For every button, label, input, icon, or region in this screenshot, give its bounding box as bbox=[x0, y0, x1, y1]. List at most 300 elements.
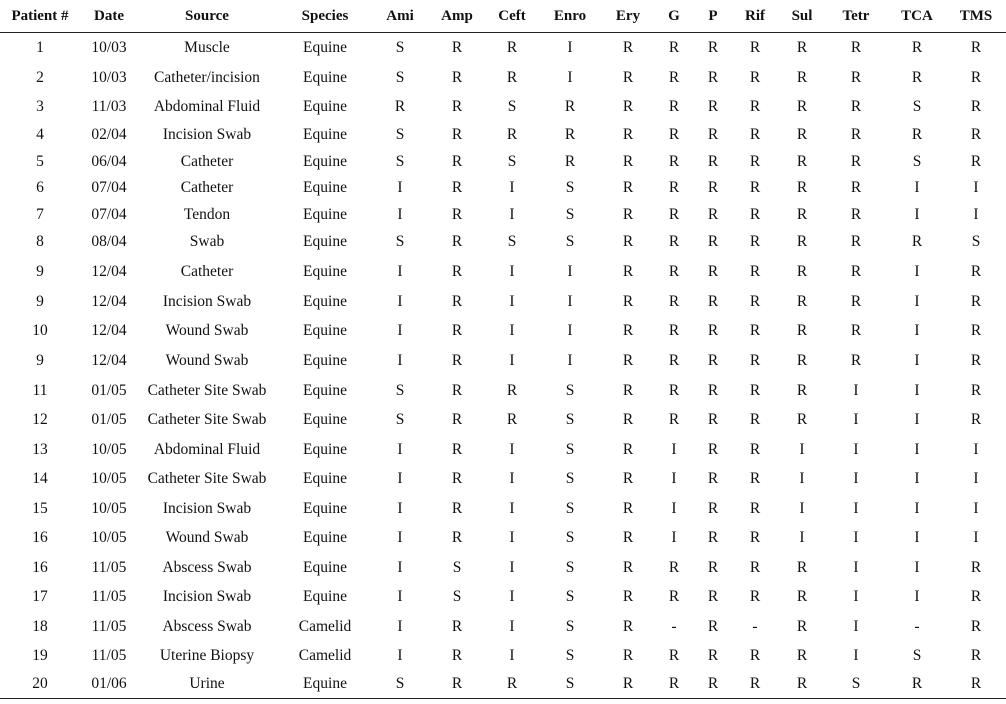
table-cell: S bbox=[565, 617, 575, 635]
table-cell: R bbox=[622, 499, 634, 517]
table-cell: R bbox=[506, 411, 518, 428]
table-cell: R bbox=[850, 97, 862, 115]
table-cell: R bbox=[796, 68, 808, 86]
table-cell: I bbox=[397, 179, 403, 196]
table-cell: R bbox=[796, 647, 808, 664]
table-cell: R bbox=[796, 351, 808, 369]
table-cell: 8 bbox=[36, 233, 44, 250]
table-cell: R bbox=[707, 617, 719, 635]
table-cell: R bbox=[451, 351, 463, 369]
table-cell: S bbox=[912, 97, 922, 115]
table-cell: R bbox=[970, 322, 982, 339]
table-cell: S bbox=[565, 411, 575, 428]
table-cell: R bbox=[749, 411, 761, 428]
table-cell: R bbox=[749, 68, 761, 86]
table-cell: I bbox=[397, 322, 403, 339]
table-cell: S bbox=[452, 558, 462, 576]
table-cell: R bbox=[850, 293, 862, 310]
table-cell: R bbox=[668, 411, 680, 428]
table-cell: R bbox=[506, 38, 518, 56]
table-cell: R bbox=[707, 68, 719, 86]
table-cell: R bbox=[970, 647, 982, 664]
table-cell: I bbox=[914, 351, 920, 369]
table-cell: R bbox=[506, 68, 518, 86]
table-cell: Equine bbox=[303, 38, 347, 56]
column-header: Species bbox=[276, 0, 374, 33]
table-cell: R bbox=[749, 38, 761, 56]
table-cell: I bbox=[799, 470, 805, 487]
table-cell: 14 bbox=[32, 470, 48, 487]
table-cell: R bbox=[796, 617, 808, 635]
table-cell: I bbox=[567, 262, 573, 280]
header-row bbox=[0, 0, 1006, 33]
table-cell: R bbox=[850, 233, 862, 250]
table-cell: Catheter bbox=[180, 262, 234, 280]
table-cell: R bbox=[622, 617, 634, 635]
table-cell: R bbox=[707, 152, 719, 170]
table-cell: 12/04 bbox=[91, 262, 127, 280]
table-cell: R bbox=[749, 262, 761, 280]
table-cell: R bbox=[707, 206, 719, 223]
table-cell: R bbox=[506, 125, 518, 143]
column-header: Ceft bbox=[488, 0, 536, 33]
table-cell: R bbox=[970, 588, 982, 605]
table-cell: R bbox=[451, 499, 463, 517]
table-cell: Catheter bbox=[180, 179, 234, 196]
table-cell: Abscess Swab bbox=[162, 558, 252, 576]
table-cell: 10 bbox=[32, 322, 48, 339]
table-row bbox=[0, 317, 1006, 346]
table-cell: Equine bbox=[303, 588, 347, 605]
table-cell: 01/05 bbox=[91, 381, 127, 399]
table-cell: 13 bbox=[32, 440, 48, 458]
column-header: Ami bbox=[374, 0, 426, 33]
table-cell: I bbox=[397, 206, 403, 223]
table-cell: R bbox=[749, 152, 761, 170]
table-row bbox=[0, 202, 1006, 229]
table-cell: S bbox=[395, 152, 405, 170]
table-cell: I bbox=[853, 558, 859, 576]
table-cell: S bbox=[507, 152, 517, 170]
table-cell: I bbox=[397, 617, 403, 635]
table-cell: 5 bbox=[36, 152, 44, 170]
table-cell: R bbox=[622, 322, 634, 339]
table-cell: R bbox=[707, 322, 719, 339]
table-cell: 20 bbox=[0, 671, 80, 699]
table-cell: I bbox=[509, 351, 515, 369]
table-cell: R bbox=[749, 293, 761, 310]
table-cell: I bbox=[509, 470, 515, 487]
table-cell: R bbox=[850, 322, 862, 339]
table-row bbox=[0, 93, 1006, 121]
table-cell: 10/05 bbox=[91, 440, 127, 458]
table-cell: Equine bbox=[303, 152, 347, 170]
table-cell: 9 bbox=[36, 262, 44, 280]
table-cell: Equine bbox=[303, 381, 347, 399]
table-cell: S bbox=[565, 179, 575, 196]
table-cell: R bbox=[970, 558, 982, 576]
column-header: Source bbox=[138, 0, 276, 33]
table-cell: R bbox=[707, 262, 719, 280]
table-cell: S bbox=[565, 206, 575, 223]
table-cell: I bbox=[567, 293, 573, 310]
table-cell: 15 bbox=[32, 499, 48, 517]
column-header: Rif bbox=[730, 0, 780, 33]
table-cell: Equine bbox=[303, 411, 347, 428]
table-cell: I bbox=[509, 499, 515, 517]
table-cell: R bbox=[426, 671, 488, 699]
table-cell: R bbox=[796, 179, 808, 196]
table-cell: S bbox=[565, 233, 575, 250]
column-header: Tetr bbox=[824, 0, 888, 33]
table-row bbox=[0, 121, 1006, 149]
table-cell: R bbox=[796, 125, 808, 143]
table-cell: R bbox=[451, 617, 463, 635]
table-cell: 01/05 bbox=[91, 411, 127, 428]
table-cell: I bbox=[973, 440, 979, 458]
table-row bbox=[0, 229, 1006, 256]
table-cell: R bbox=[796, 411, 808, 428]
table-cell: Abscess Swab bbox=[162, 617, 252, 635]
table-cell: R bbox=[850, 125, 862, 143]
table-cell: I bbox=[509, 293, 515, 310]
table-cell: I bbox=[397, 558, 403, 576]
table-cell: R bbox=[506, 381, 518, 399]
column-header: P bbox=[696, 0, 730, 33]
table-cell: S bbox=[507, 97, 517, 115]
table-cell: R bbox=[668, 179, 680, 196]
table-cell: 02/04 bbox=[91, 125, 127, 143]
column-header: TMS bbox=[946, 0, 1006, 33]
table-cell: Catheter Site Swab bbox=[147, 470, 267, 487]
table-cell: Camelid bbox=[298, 617, 352, 635]
table-cell: R bbox=[749, 206, 761, 223]
table-cell: Urine bbox=[138, 671, 276, 699]
table-cell: I bbox=[671, 499, 677, 517]
table-cell: I bbox=[914, 529, 920, 546]
table-cell: S bbox=[395, 38, 405, 56]
table-cell: Equine bbox=[303, 529, 347, 546]
table-cell: R bbox=[749, 499, 761, 517]
table-cell: R bbox=[850, 206, 862, 223]
table-cell: I bbox=[671, 529, 677, 546]
table-cell: Wound Swab bbox=[165, 529, 249, 546]
table-cell: R bbox=[451, 233, 463, 250]
table-cell: S bbox=[565, 470, 575, 487]
table-cell: I bbox=[567, 322, 573, 339]
column-header: Amp bbox=[426, 0, 488, 33]
table-cell: I bbox=[914, 440, 920, 458]
table-row bbox=[0, 642, 1006, 671]
table-cell: Swab bbox=[189, 233, 225, 250]
table-cell: I bbox=[509, 617, 515, 635]
table-cell: I bbox=[567, 38, 573, 56]
table-cell: I bbox=[799, 440, 805, 458]
table-cell: I bbox=[509, 558, 515, 576]
table-cell: R bbox=[707, 351, 719, 369]
table-cell: 6 bbox=[36, 179, 44, 196]
table-cell: I bbox=[973, 499, 979, 517]
table-cell: Uterine Biopsy bbox=[159, 647, 255, 664]
table-row bbox=[0, 288, 1006, 317]
table-cell: R bbox=[749, 233, 761, 250]
table-cell: R bbox=[970, 411, 982, 428]
table-cell: I bbox=[853, 529, 859, 546]
table-cell: R bbox=[622, 588, 634, 605]
table-cell: 4 bbox=[36, 125, 44, 143]
table-cell: R bbox=[668, 647, 680, 664]
table-cell: R bbox=[796, 293, 808, 310]
table-cell: Wound Swab bbox=[165, 351, 249, 369]
table-cell: R bbox=[707, 411, 719, 428]
table-cell: I bbox=[397, 529, 403, 546]
table-row bbox=[0, 175, 1006, 202]
table-cell: R bbox=[749, 381, 761, 399]
table-cell: R bbox=[622, 38, 634, 56]
table-cell: 17 bbox=[32, 588, 48, 605]
table-cell: R bbox=[707, 97, 719, 115]
table-cell: R bbox=[451, 411, 463, 428]
table-cell: I bbox=[397, 647, 403, 664]
table-row bbox=[0, 256, 1006, 288]
table-body bbox=[0, 33, 1006, 699]
table-cell: Equine bbox=[303, 499, 347, 517]
table-row bbox=[0, 406, 1006, 435]
table-cell: I bbox=[509, 529, 515, 546]
table-cell: S bbox=[565, 558, 575, 576]
table-cell: R bbox=[668, 152, 680, 170]
table-cell: R bbox=[850, 351, 862, 369]
table-cell: R bbox=[850, 38, 862, 56]
table-cell: I bbox=[509, 322, 515, 339]
table-cell: R bbox=[652, 671, 696, 699]
table-cell: R bbox=[622, 179, 634, 196]
table-cell: 12/04 bbox=[91, 351, 127, 369]
table-cell: R bbox=[668, 262, 680, 280]
table-cell: R bbox=[850, 68, 862, 86]
table-cell: I bbox=[853, 588, 859, 605]
table-cell: I bbox=[799, 499, 805, 517]
table-cell: I bbox=[509, 588, 515, 605]
table-cell: R bbox=[451, 529, 463, 546]
table-cell: I bbox=[397, 351, 403, 369]
table-cell: 10/05 bbox=[91, 529, 127, 546]
table-cell: I bbox=[397, 440, 403, 458]
table-cell: R bbox=[946, 671, 1006, 699]
table-cell: I bbox=[509, 179, 515, 196]
table-cell: R bbox=[696, 671, 730, 699]
table-cell: I bbox=[914, 470, 920, 487]
table-cell: R bbox=[796, 558, 808, 576]
table-cell: 10/03 bbox=[91, 68, 127, 86]
table-cell: R bbox=[668, 125, 680, 143]
table-cell: Abdominal Fluid bbox=[153, 97, 261, 115]
table-cell: S bbox=[565, 529, 575, 546]
table-row bbox=[0, 33, 1006, 63]
table-cell: I bbox=[914, 293, 920, 310]
table-cell: 11/05 bbox=[91, 558, 127, 576]
table-cell: R bbox=[707, 647, 719, 664]
table-cell: 07/04 bbox=[91, 206, 127, 223]
table-cell: R bbox=[911, 233, 923, 250]
column-header: G bbox=[652, 0, 696, 33]
table-cell: Incision Swab bbox=[162, 499, 252, 517]
table-cell: Equine bbox=[276, 671, 374, 699]
table-cell: R bbox=[622, 293, 634, 310]
table-cell: R bbox=[749, 322, 761, 339]
table-cell: Abdominal Fluid bbox=[153, 440, 261, 458]
table-cell: R bbox=[850, 152, 862, 170]
table-cell: R bbox=[707, 38, 719, 56]
table-cell: R bbox=[451, 381, 463, 399]
table-cell: 9 bbox=[36, 351, 44, 369]
table-cell: 11 bbox=[32, 381, 48, 399]
table-cell: Muscle bbox=[184, 38, 230, 56]
table-cell: I bbox=[509, 206, 515, 223]
table-row bbox=[0, 149, 1006, 175]
table-header bbox=[0, 0, 1006, 33]
table-cell: R bbox=[604, 671, 652, 699]
table-cell: I bbox=[973, 179, 979, 196]
table-cell: R bbox=[707, 440, 719, 458]
table-cell: R bbox=[707, 293, 719, 310]
table-cell: S bbox=[971, 233, 981, 250]
table-cell: Camelid bbox=[298, 647, 352, 664]
table-cell: I bbox=[509, 440, 515, 458]
table-cell: 06/04 bbox=[91, 152, 127, 170]
table-cell: R bbox=[707, 381, 719, 399]
table-cell: I bbox=[973, 529, 979, 546]
table-cell: R bbox=[970, 351, 982, 369]
table-cell: R bbox=[796, 206, 808, 223]
table-cell: R bbox=[451, 470, 463, 487]
table-cell: I bbox=[853, 381, 859, 399]
table-cell: R bbox=[707, 558, 719, 576]
table-cell: R bbox=[622, 233, 634, 250]
table-cell: R bbox=[622, 97, 634, 115]
table-cell: Equine bbox=[303, 206, 347, 223]
table-cell: I bbox=[853, 647, 859, 664]
table-cell: R bbox=[564, 97, 576, 115]
table-cell: R bbox=[622, 647, 634, 664]
table-cell: R bbox=[850, 262, 862, 280]
table-cell: R bbox=[707, 179, 719, 196]
table-cell: R bbox=[749, 558, 761, 576]
table-cell: R bbox=[622, 351, 634, 369]
table-cell: R bbox=[707, 529, 719, 546]
table-cell: R bbox=[668, 97, 680, 115]
table-cell: I bbox=[914, 499, 920, 517]
table-cell: R bbox=[451, 97, 463, 115]
column-header: Enro bbox=[536, 0, 604, 33]
table-cell: R bbox=[970, 97, 982, 115]
table-cell: I bbox=[914, 179, 920, 196]
table-cell: 1 bbox=[36, 38, 44, 56]
table-cell: R bbox=[970, 617, 982, 635]
table-cell: Equine bbox=[303, 233, 347, 250]
table-cell: R bbox=[796, 262, 808, 280]
table-cell: S bbox=[395, 68, 405, 86]
table-cell: R bbox=[622, 206, 634, 223]
table-cell: R bbox=[668, 381, 680, 399]
table-cell: R bbox=[488, 671, 536, 699]
table-cell: Equine bbox=[303, 179, 347, 196]
table-cell: S bbox=[452, 588, 462, 605]
table-cell: R bbox=[796, 588, 808, 605]
table-row bbox=[0, 583, 1006, 612]
table-cell: 10/03 bbox=[91, 38, 127, 56]
column-header: Patient # bbox=[0, 0, 80, 33]
table-cell: R bbox=[668, 293, 680, 310]
table-cell: R bbox=[970, 381, 982, 399]
table-cell: I bbox=[914, 206, 920, 223]
table-cell: R bbox=[796, 381, 808, 399]
table-cell: I bbox=[799, 529, 805, 546]
table-row bbox=[0, 494, 1006, 524]
table-cell: R bbox=[622, 68, 634, 86]
table-cell: S bbox=[565, 499, 575, 517]
table-cell: R bbox=[622, 381, 634, 399]
table-cell: I bbox=[914, 411, 920, 428]
table-cell: S bbox=[536, 671, 604, 699]
table-cell: R bbox=[796, 38, 808, 56]
table-cell: R bbox=[749, 351, 761, 369]
table-cell: R bbox=[668, 588, 680, 605]
table-cell: I bbox=[671, 440, 677, 458]
column-header: Ery bbox=[604, 0, 652, 33]
table-cell: Equine bbox=[303, 125, 347, 143]
table-cell: R bbox=[850, 179, 862, 196]
table-cell: Catheter Site Swab bbox=[147, 381, 267, 399]
table-cell: R bbox=[622, 262, 634, 280]
table-cell: 7 bbox=[36, 206, 44, 223]
table-cell: R bbox=[668, 206, 680, 223]
table-cell: 3 bbox=[36, 97, 44, 115]
table-cell: 11/05 bbox=[91, 588, 127, 605]
table-cell: Catheter Site Swab bbox=[147, 411, 267, 428]
table-cell: R bbox=[749, 647, 761, 664]
table-cell: 11/03 bbox=[91, 97, 127, 115]
table-cell: R bbox=[622, 152, 634, 170]
table-cell: R bbox=[911, 125, 923, 143]
table-cell: R bbox=[749, 440, 761, 458]
table-cell: R bbox=[451, 38, 463, 56]
table-cell: I bbox=[914, 381, 920, 399]
table-cell: 11/05 bbox=[91, 617, 127, 635]
table-row bbox=[0, 346, 1006, 376]
table-cell: R bbox=[394, 97, 406, 115]
table-cell: R bbox=[970, 262, 982, 280]
table-cell: R bbox=[796, 322, 808, 339]
column-header: Date bbox=[80, 0, 138, 33]
table-cell: 9 bbox=[36, 293, 44, 310]
table-cell: R bbox=[749, 588, 761, 605]
table-cell: Equine bbox=[303, 470, 347, 487]
table-cell: R bbox=[668, 68, 680, 86]
table-cell: I bbox=[397, 499, 403, 517]
table-cell: R bbox=[707, 125, 719, 143]
table-cell: R bbox=[451, 322, 463, 339]
table-cell: S bbox=[395, 411, 405, 428]
table-cell: R bbox=[668, 322, 680, 339]
table-row bbox=[0, 435, 1006, 465]
table-cell: - bbox=[752, 617, 758, 635]
table-cell: R bbox=[796, 152, 808, 170]
table-cell: - bbox=[914, 617, 920, 635]
table-cell: I bbox=[853, 440, 859, 458]
table-cell: R bbox=[730, 671, 780, 699]
table-row bbox=[0, 553, 1006, 583]
